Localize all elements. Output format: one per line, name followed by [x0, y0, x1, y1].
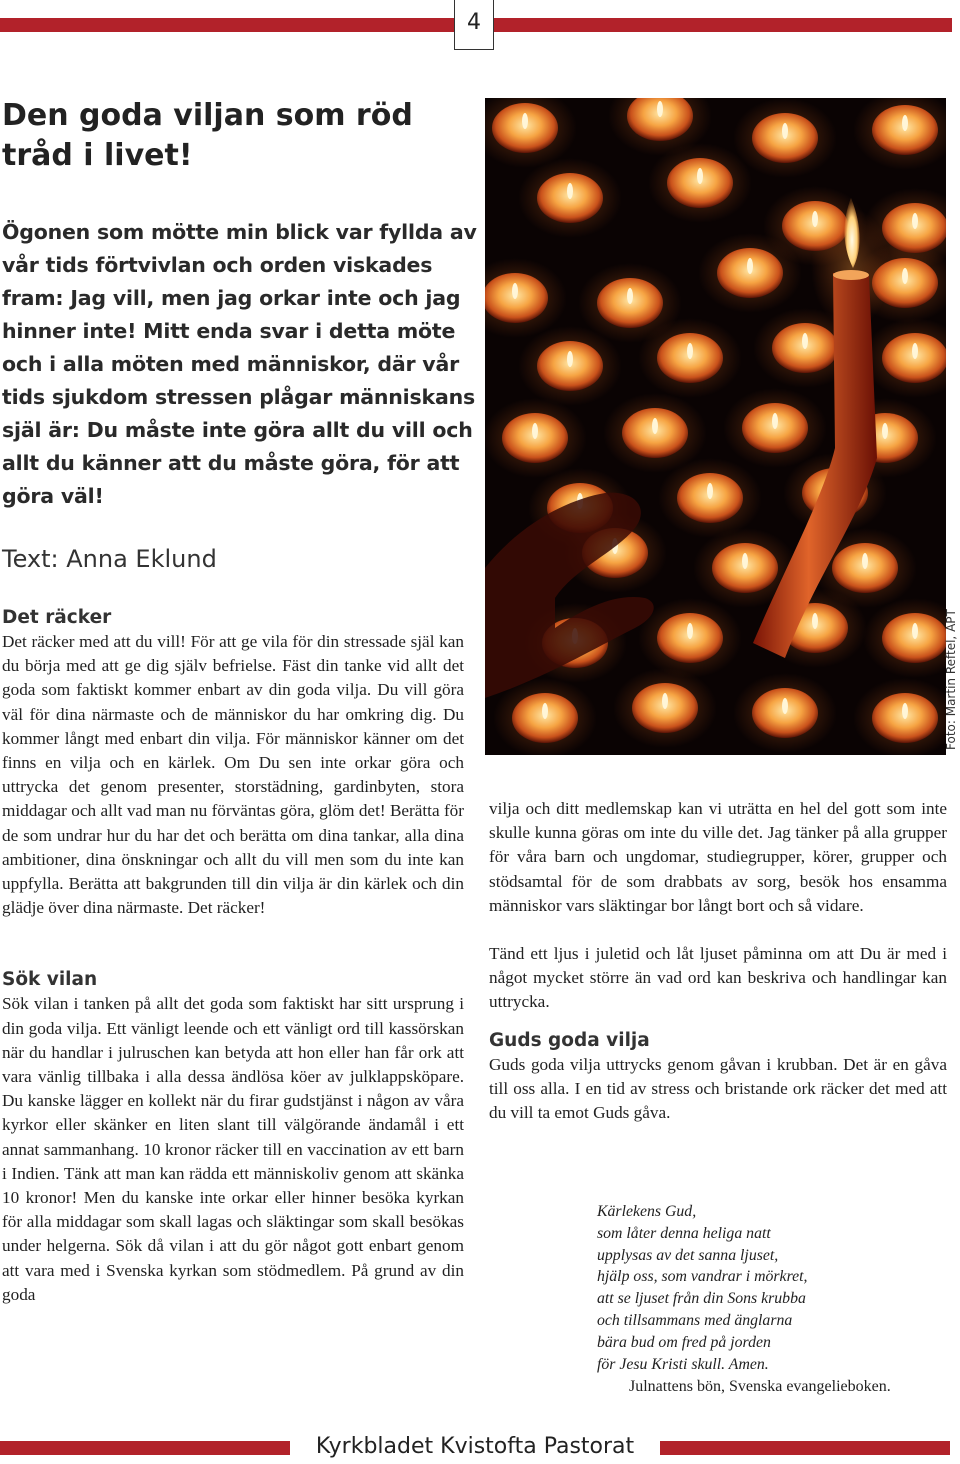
prayer-line: för Jesu Kristi skull. Amen. [597, 1355, 769, 1373]
tealight-flame [567, 351, 573, 367]
prayer-line: och tillsammans med änglarna [597, 1311, 793, 1329]
tealight-flame [742, 553, 748, 569]
tealight-flame [902, 115, 908, 131]
tealight-flame [542, 703, 548, 719]
tealight-flame [882, 423, 888, 439]
tealight-flame [662, 693, 668, 709]
tealight-flame [812, 211, 818, 227]
header-rule-left [0, 18, 454, 32]
article-author: Text: Anna Eklund [2, 545, 217, 573]
tealight-flame [697, 168, 703, 184]
tealight-flame [812, 613, 818, 629]
article-lead: Ögonen som mötte min blick var fyllda av vår tids förtvivlan och orden viskades fram: Jag vill, men jag orkar inte och jag hinner inte! Mitt enda svar i detta möte och i alla möten med människor, där vår tids sjukdom stressen plågar människans själ är: Du måste inte göra allt du vill och allt du känner att du måste göra, för att göra väl! [2, 220, 477, 508]
tealight-flame [862, 553, 868, 569]
tealight-flame [912, 343, 918, 359]
prayer-line: hjälp oss, som vandrar i mörkret, [597, 1268, 808, 1286]
prayer-line: att se ljuset från din Sons krubba [597, 1290, 806, 1308]
tealight-flame [532, 423, 538, 439]
tealight-flame [652, 418, 658, 434]
tealight-flame [912, 623, 918, 639]
tealight-flame [782, 123, 788, 139]
tealight-flame [902, 268, 908, 284]
footer-title: Kyrkbladet Kvistofta Pastorat [315, 1434, 635, 1459]
tealight-flame [627, 288, 633, 304]
tealight-flame [902, 703, 908, 719]
tealight-flame [772, 413, 778, 429]
page-number: 4 [454, 0, 494, 50]
tealight-flame [687, 623, 693, 639]
footer-rule-right [660, 1441, 950, 1455]
prayer-block [597, 1201, 947, 1399]
candles-icon [485, 98, 946, 755]
photo-credit: Foto: Martin Reftel, APT [944, 609, 958, 750]
tealight-flame [707, 483, 713, 499]
left-column [2, 606, 464, 1307]
tealight-flame [657, 101, 663, 117]
tealight [485, 273, 548, 323]
section-heading-racker: Det räcker [2, 607, 112, 628]
section-body-vilan: Sök vilan i tanken på allt det goda som faktiskt har sitt ursprung i din goda vilja. Ett vänligt leende och ett vänligt ord till kassörskan när du handlar i julruschen kan betyda att hon eller han får ork att vara vänlig tillbaka i alla dessa ändlösa köer av julklappsköpare. Du kanske lägger en kollekt när du firar gudstjänst i någon av våra kyrkor eller skänker en liten slant till välgörande ändamål i ett annat sammanhang. 10 kronor räcker till en vaccination av ett barn i Indien. Tänk att man kan rädda ett människoliv genom att skänka 10 kronor! Men du kanske inte orkar eller hinner besöka kyrkan för alla middagar som skall lagas och släktingar som skall besökas under helgerna. Sök då vilan i att du gör något gott enbart genom att vara med i Svenska kyrkan som stödmedlem. På grund av din goda [2, 994, 464, 1304]
tealight-flame [687, 343, 693, 359]
tealight-flame [782, 698, 788, 714]
right-column [489, 797, 947, 1125]
prayer-line: bära bud om fred på jorden [597, 1333, 771, 1351]
tealight-flame [802, 333, 808, 349]
footer-rule-left [0, 1441, 290, 1455]
header-rule-right [494, 18, 952, 32]
section-body-vilan-continued: vilja och ditt medlemskap kan vi uträtta en hel del gott som inte skulle kunna göras om inte du ville det. Jag tänker på alla grupper för våra barn och ungdomar, studiegrupper, körer, grupper och stödsamtal för de som drabbats av sorg, besök hos ensamma människor vars släktingar bor långt bort och så vidare. [489, 799, 947, 915]
tealight-flame [567, 183, 573, 199]
prayer-source: Julnattens bön, Svenska evangelieboken. [629, 1378, 891, 1396]
article-headline: Den goda viljan som röd tråd i livet! [2, 98, 413, 173]
candles-photo [485, 98, 946, 755]
section-heading-guds: Guds goda vilja [489, 1029, 650, 1051]
section-body-ljus: Tänd ett ljus i juletid och låt ljuset påminna om att Du är med i något mycket större än vad ord kan beskriva och handlingar kan uttrycka. [489, 944, 947, 1012]
tealight-flame [912, 213, 918, 229]
prayer-line: som låter denna heliga natt [597, 1224, 771, 1242]
prayer-line: upplysas av det sanna ljuset, [597, 1246, 779, 1264]
section-heading-vilan: Sök vilan [2, 969, 98, 991]
section-body-guds: Guds goda vilja uttrycks genom gåvan i krubban. Det är en gåva till oss alla. I en tid av stress och bristande ork räcker det med att du vill ta emot Guds gåva. [489, 1054, 947, 1123]
tealight-flame [512, 283, 518, 299]
tealight-flame [522, 113, 528, 129]
prayer-line: Kärlekens Gud, [597, 1203, 697, 1220]
tealight-flame [747, 258, 753, 274]
section-body-racker: Det räcker med att du vill! För att ge vila för din stressade själ kan du börja med att ge dig själv befrielse. Fäst din tanke vid allt det goda som faktiskt kommer enbart av din goda vilja. Du vill göra väl för dina närmaste och de människor du har omkring dig. Du kommer långt med enbart din vilja. För människor känner om det finns en vilja och en kärlek. Om Du sen inte orkar göra och uttrycka det genom presenter, storstädning, gardinbyten, stora middagar och allt vad man nu förväntas göra, glöm det! Berätta för de som undrar hur du har det och berätta om dina tankar, alla dina ambitioner, dina önskningar och allt du vill men som du inte kan uppfylla. Berätta att bakgrunden till din vilja är din kärlek och din glädje över dina närmaste. Det räcker! [2, 632, 464, 918]
